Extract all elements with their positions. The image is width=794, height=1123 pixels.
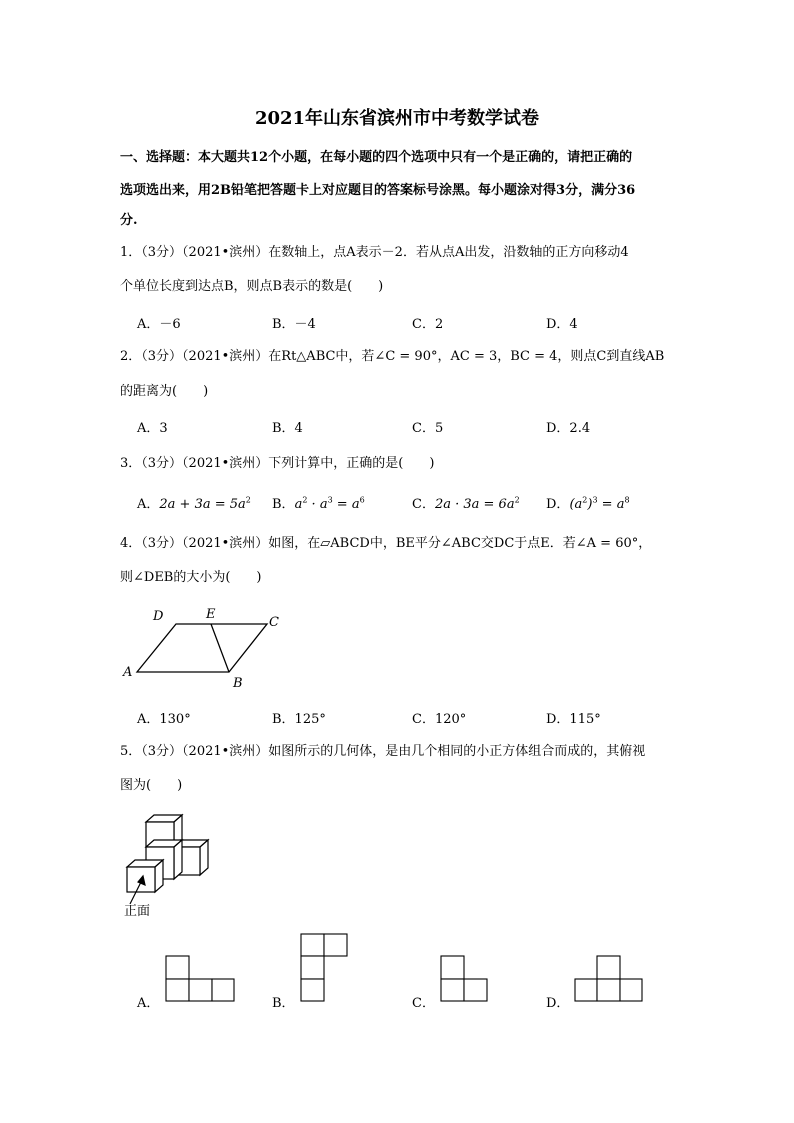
label-d: D [153, 609, 164, 624]
label-b: B [233, 676, 243, 691]
question-3-line1: 3．（3分）（2021•滨州）下列计算中，正确的是( ) [120, 456, 435, 471]
question-3-option-d: D．$(a^2)^3 = a^8$ [546, 495, 630, 512]
question-1-line2: 个单位长度到达点B，则点B表示的数是( ) [120, 279, 384, 294]
bisector-be [211, 624, 229, 672]
section-heading-line1: 一、选择题：本大题共12个小题，在每小题的四个选项中只有一个是正确的，请把正确的 [120, 150, 633, 165]
question-4-line2: 则∠DEB的大小为( ) [120, 570, 262, 585]
parallelogram-figure [118, 600, 298, 692]
question-2-line2: 的距离为( ) [120, 384, 209, 399]
question-4-line1: 4．（3分）（2021•滨州）如图，在▱ABCD中，BE平分∠ABC交DC于点E．若∠A = 60°， [120, 536, 652, 551]
cube-side-face [174, 840, 182, 879]
question-5-option-d: D． [546, 996, 570, 1011]
option-d-view [574, 954, 646, 1004]
section-heading-line3: 分. [120, 213, 138, 228]
question-5-option-a: A． [137, 996, 160, 1011]
section-heading-line2: 选项选出来，用2B铅笔把答题卡上对应题目的答案标号涂黑。每小题涂对得3分，满分36 [120, 183, 636, 198]
question-4-option-b: B．125° [272, 712, 326, 727]
option-c-view [440, 954, 490, 1004]
label-a: A [123, 665, 133, 680]
question-4-option-d: D．115° [546, 712, 601, 727]
question-4-option-a: A．130° [137, 712, 191, 727]
question-4-option-c: C．120° [412, 712, 467, 727]
question-5-line1: 5．（3分）（2021•滨州）如图所示的几何体，是由几个相同的小正方体组合而成的，其俯视 [120, 744, 646, 759]
question-2-option-b: B．4 [272, 421, 303, 436]
question-1-option-b: B．－4 [272, 317, 316, 332]
question-2-option-d: D．2.4 [546, 421, 591, 436]
question-1-line1: 1．（3分）（2021•滨州）在数轴上，点A表示－2．若从点A出发，沿数轴的正方向移动4 [120, 245, 629, 260]
question-3-option-c: C．$2a \cdot 3a = 6a^2$ [412, 495, 520, 512]
question-5-option-c: C． [412, 996, 435, 1011]
question-2-option-a: A．3 [137, 421, 168, 436]
question-1-option-c: C．2 [412, 317, 444, 332]
label-e: E [206, 607, 216, 622]
question-1-option-a: A．－6 [137, 317, 181, 332]
page-title: 2021年山东省滨州市中考数学试卷 [254, 108, 540, 129]
question-3-option-a: A．$2a + 3a = 5a^2$ [137, 495, 251, 512]
option-a-view [164, 954, 236, 1004]
parallelogram-abcd [137, 624, 267, 672]
question-5-option-b: B． [272, 996, 295, 1011]
cube-side-face [200, 840, 208, 875]
front-label: 正面 [124, 904, 151, 919]
question-2-option-c: C．5 [412, 421, 444, 436]
question-5-line2: 图为( ) [120, 778, 183, 793]
question-2-line1: 2．（3分）（2021•滨州）在Rt△ABC中，若∠C = 90°，AC = 3，BC = 4，则点C到直线AB [120, 349, 665, 364]
label-c: C [269, 615, 279, 630]
question-3-option-b: B．$a^2 \cdot a^3 = a^6$ [272, 495, 365, 512]
option-b-view [300, 932, 350, 1004]
question-1-option-d: D．4 [546, 317, 578, 332]
